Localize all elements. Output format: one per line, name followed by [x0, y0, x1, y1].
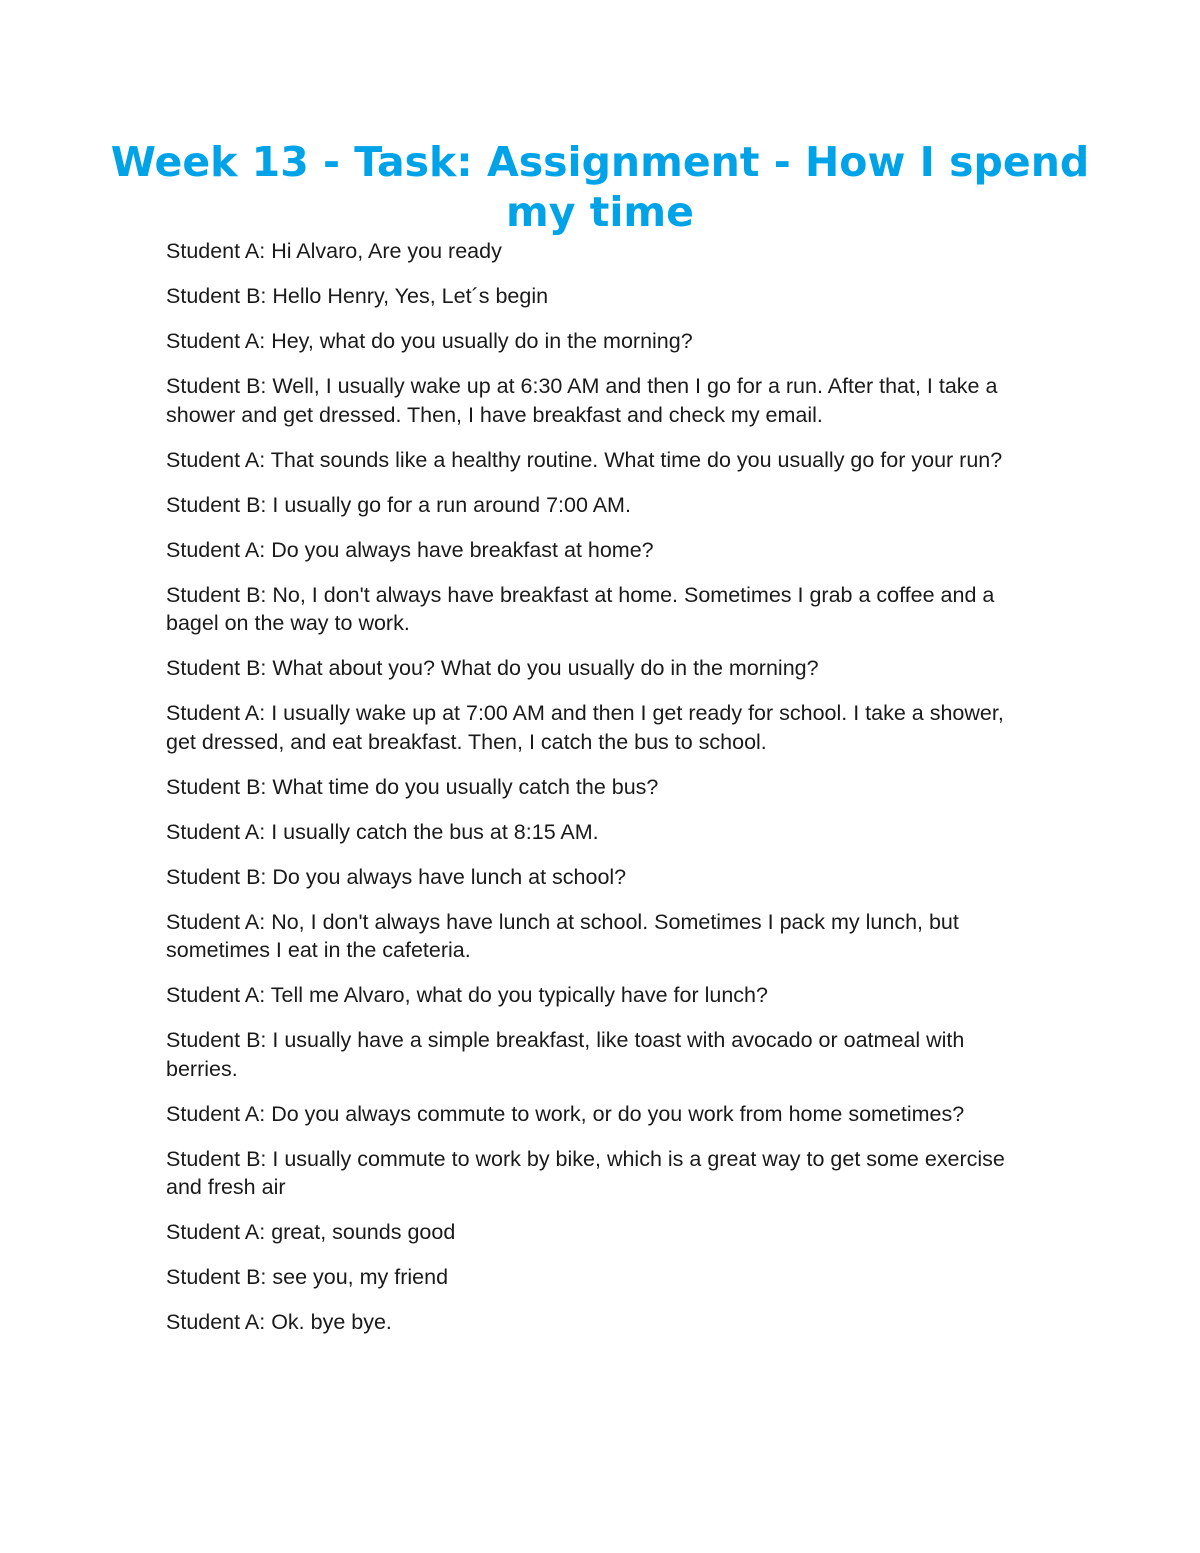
dialogue-line: Student A: great, sounds good — [166, 1220, 456, 1244]
dialogue-line: Student A: Do you always have breakfast at home? — [166, 537, 654, 562]
dialogue-line: Student B: see you, my friend — [166, 1265, 449, 1289]
dialogue-line: Student A: Do you always commute to work, or do you work from home sometimes? — [166, 1101, 965, 1126]
dialogue-line: Student A: Hey, what do you usually do in the morning? — [166, 329, 693, 353]
dialogue-line: Student B: I usually have a simple breakfast, like toast with avocado or oatmeal with berries. — [166, 1028, 965, 1081]
dialogue-line: Student B: Well, I usually wake up at 6:30 AM and then I go for a run. After that, I take a shower and get dressed. Then, I have breakfast and check my email. — [166, 374, 998, 427]
dialogue-line: Student A: No, I don't always have lunch at school. Sometimes I pack my lunch, but sometimes I eat in the cafeteria. — [166, 909, 959, 962]
dialogue-line: Student B: What time do you usually catch the bus? — [166, 774, 659, 799]
dialogue-line: Student A: I usually wake up at 7:00 AM and then I get ready for school. I take a shower, get dressed, and eat breakfast. Then, I catch the bus to school. — [166, 701, 1004, 754]
dialogue-line: Student B: I usually commute to work by bike, which is a great way to get some exercise and fresh air — [166, 1146, 1005, 1199]
dialogue-line: Student A: Ok. bye bye. — [166, 1310, 392, 1334]
dialogue-list — [166, 237, 1036, 1353]
dialogue-line: Student A: Tell me Alvaro, what do you typically have for lunch? — [166, 983, 768, 1007]
dialogue-line: Student B: Do you always have lunch at school? — [166, 864, 627, 889]
dialogue-line: Student B: What about you? What do you usually do in the morning? — [166, 656, 819, 680]
dialogue-line: Student B: Hello Henry, Yes, Let´s begin — [166, 284, 549, 308]
dialogue-line: Student A: I usually catch the bus at 8:15 AM. — [166, 819, 599, 844]
document-title: Week 13 - Task: Assignment - How I spend my time — [110, 138, 1090, 236]
dialogue-line: Student A: That sounds like a healthy routine. What time do you usually go for your run? — [166, 447, 1003, 472]
dialogue-line: Student B: I usually go for a run around 7:00 AM. — [166, 492, 631, 517]
dialogue-line: Student A: Hi Alvaro, Are you ready — [166, 239, 502, 263]
dialogue-line: Student B: No, I don't always have breakfast at home. Sometimes I grab a coffee and a bagel on the way to work. — [166, 582, 995, 635]
